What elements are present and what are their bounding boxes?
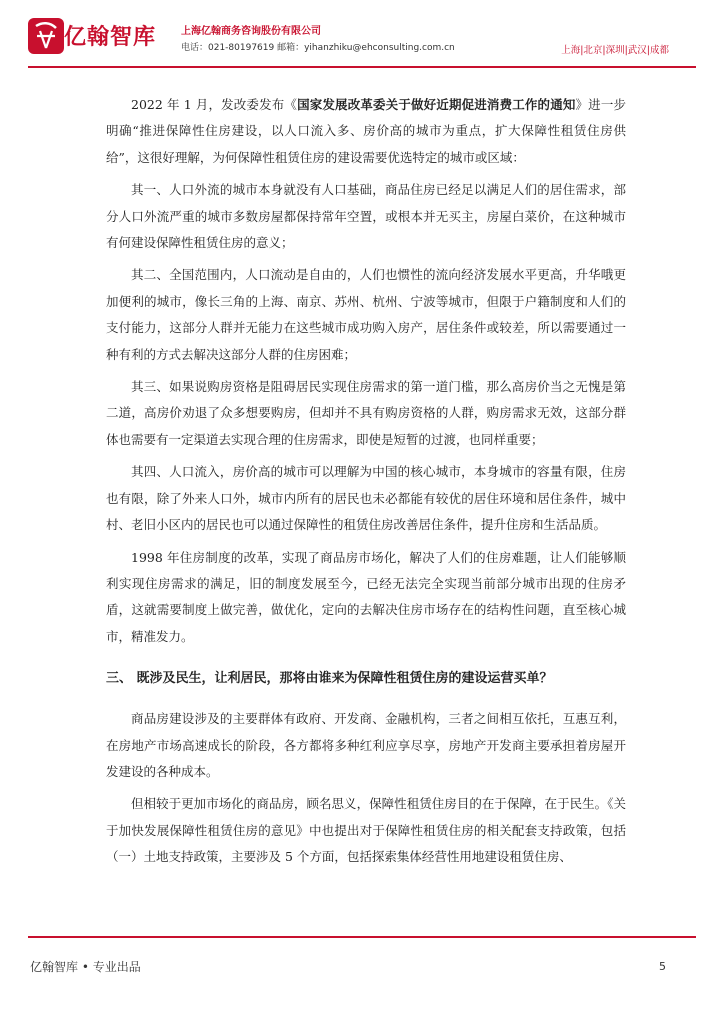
paragraph-reform-1998: 1998 年住房制度的改革，实现了商品房市场化，解决了人们的住房难题，让人们能够顺利实现住房需求的满足，旧的制度发展至今，已经无法完全实现当前部分城市出现的住房矛盾，这就需要制度上做完善，做优化，定向的去解决住房市场存在的结构性问题，直至核心城市，精准发力。	[106, 549, 626, 644]
intro-text-b: 》进一步明确“推进保障性住房建设，以人口流入多、房价高的城市为重点，扩大保障性租赁住房供给”，这很好理解，为何保障性租赁住房的建设需要优选特定的城市或区域：	[106, 97, 626, 165]
page-number: 5	[659, 960, 666, 973]
footer-brand: 亿翰智库 • 专业出品	[30, 960, 141, 974]
paragraph-reason-2: 其二、全国范围内，人口流动是自由的，人们也惯性的流向经济发展水平更高，升华哦更加便利的城市，像长三角的上海、南京、苏州、杭州、宁波等城市，但限于户籍制度和人们的支付能力，这部分人群并无能力在这些城市成功购入房产，居住条件或较差，所以需要通过一种有利的方式去解决这部分人群的住房困难；	[106, 267, 626, 362]
notice-title: 国家发展改革委关于做好近期促进消费工作的通知	[297, 97, 576, 112]
document-body	[106, 92, 626, 877]
section-heading: 三、 既涉及民生，让利居民，那将由谁来为保障性租赁住房的建设运营买单？	[106, 671, 553, 687]
yihan-logo-icon	[28, 18, 64, 54]
paragraph-reason-3: 其三、如果说购房资格是阻碍居民实现住房需求的第一道门槛，那么高房价当之无愧是第二道，高房价劝退了众多想要购房，但却并不具有购房资格的人群，购房需求无效，这部分群体也需要有一定渠道去实现合理的住房需求，即使是短暂的过渡，也同样重要；	[106, 379, 626, 447]
page-header	[0, 0, 724, 66]
header-divider	[28, 66, 696, 68]
brand-name: 亿翰智库	[64, 25, 157, 50]
paragraph-reason-1: 其一、人口外流的城市本身就没有人口基础，商品住房已经足以满足人们的居住需求，部分人口外流严重的城市多数房屋都保持常年空置，或根本并无买主，房屋白菜价，在这种城市有何建设保障性租赁住房的意义；	[106, 182, 626, 251]
contact-info: 电话：021-80197619 邮箱：yihanzhiku@ehconsulting.com.cn	[181, 43, 455, 53]
intro-text-a: 2022 年 1 月，发改委发布《	[131, 97, 298, 112]
paragraph-policy: 但相较于更加市场化的商品房，顾名思义，保障性租赁住房目的在于保障，在于民生。《关于加快发展保障性租赁住房的意见》中也提出对于保障性租赁住房的相关配套支持政策，包括（一）土地支持政策，主要涉及 5 个方面，包括探索集体经营性用地建设租赁住房、	[106, 796, 626, 865]
paragraph-reason-4: 其四、人口流入，房价高的城市可以理解为中国的核心城市，本身城市的容量有限，住房也有限，除了外来人口外，城市内所有的居民也未必都能有较优的居住环境和居住条件，城中村、老旧小区内的居民也可以通过保障性的租赁住房改善居住条件，提升住房和生活品质。	[106, 464, 626, 533]
paragraph-stakeholders: 商品房建设涉及的主要群体有政府、开发商、金融机构，三者之间相互依托，互惠互利，在房地产市场高速成长的阶段，各方都将多种红利应享尽享，房地产开发商主要承担着房屋开发建设的各种成本。	[106, 711, 626, 779]
paragraph-intro	[106, 92, 626, 171]
office-cities: 上海|北京|深圳|武汉|成都	[561, 45, 669, 56]
company-name: 上海亿翰商务咨询股份有限公司	[181, 26, 321, 37]
footer-divider	[28, 936, 696, 938]
